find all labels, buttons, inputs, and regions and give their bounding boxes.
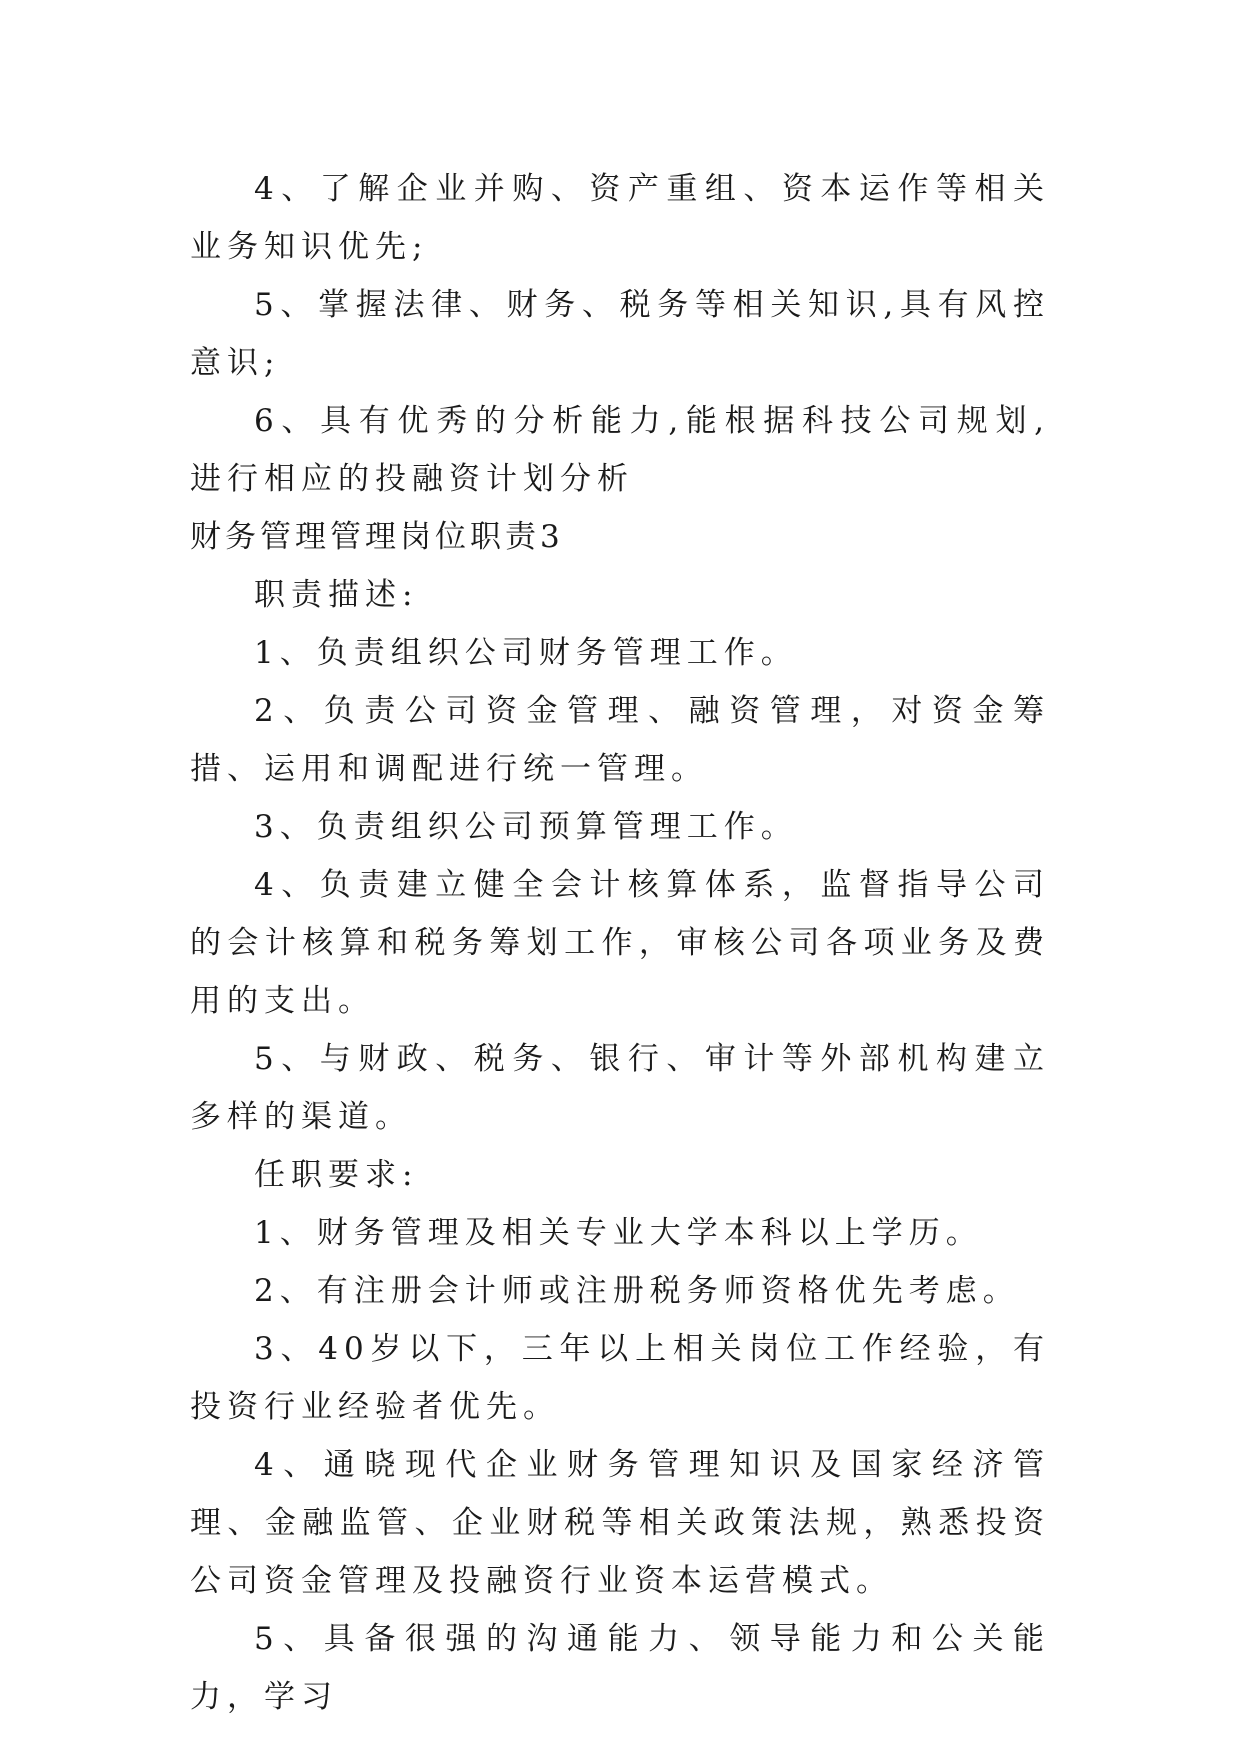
paragraph-qualification-4: 4、通晓现代企业财务管理知识及国家经济管理、金融监管、企业财税等相关政策法规，熟悉投资公司资金管理及投融资行业资本运营模式。 <box>190 1447 1050 1599</box>
document-body <box>190 160 1050 1726</box>
paragraph-requirement-6: 6、具有优秀的分析能力,能根据科技公司规划,进行相应的投融资计划分析 <box>190 403 1050 497</box>
paragraph-duties-label: 职责描述: <box>254 577 419 613</box>
section-heading: 财务管理管理岗位职责3 <box>190 519 564 555</box>
paragraph-requirement-4: 4、了解企业并购、资产重组、资本运作等相关业务知识优先; <box>190 171 1050 265</box>
paragraph-qualifications-label: 任职要求: <box>254 1157 419 1193</box>
paragraph-qualification-2: 2、有注册会计师或注册税务师资格优先考虑。 <box>254 1273 1020 1309</box>
paragraph-qualification-1: 1、财务管理及相关专业大学本科以上学历。 <box>254 1215 983 1251</box>
paragraph-duty-3: 3、负责组织公司预算管理工作。 <box>254 809 798 845</box>
paragraph-qualification-5: 5、具备很强的沟通能力、领导能力和公关能力，学习 <box>190 1621 1050 1715</box>
paragraph-requirement-5: 5、掌握法律、财务、税务等相关知识,具有风控意识; <box>190 287 1050 381</box>
paragraph-duty-1: 1、负责组织公司财务管理工作。 <box>254 635 798 671</box>
paragraph-duty-2: 2、负责公司资金管理、融资管理，对资金筹措、运用和调配进行统一管理。 <box>190 693 1050 787</box>
paragraph-qualification-3: 3、40岁以下，三年以上相关岗位工作经验，有投资行业经验者优先。 <box>190 1331 1050 1425</box>
paragraph-duty-5: 5、与财政、税务、银行、审计等外部机构建立多样的渠道。 <box>190 1041 1050 1135</box>
paragraph-duty-4: 4、负责建立健全会计核算体系，监督指导公司的会计核算和税务筹划工作，审核公司各项业务及费用的支出。 <box>190 867 1050 1019</box>
